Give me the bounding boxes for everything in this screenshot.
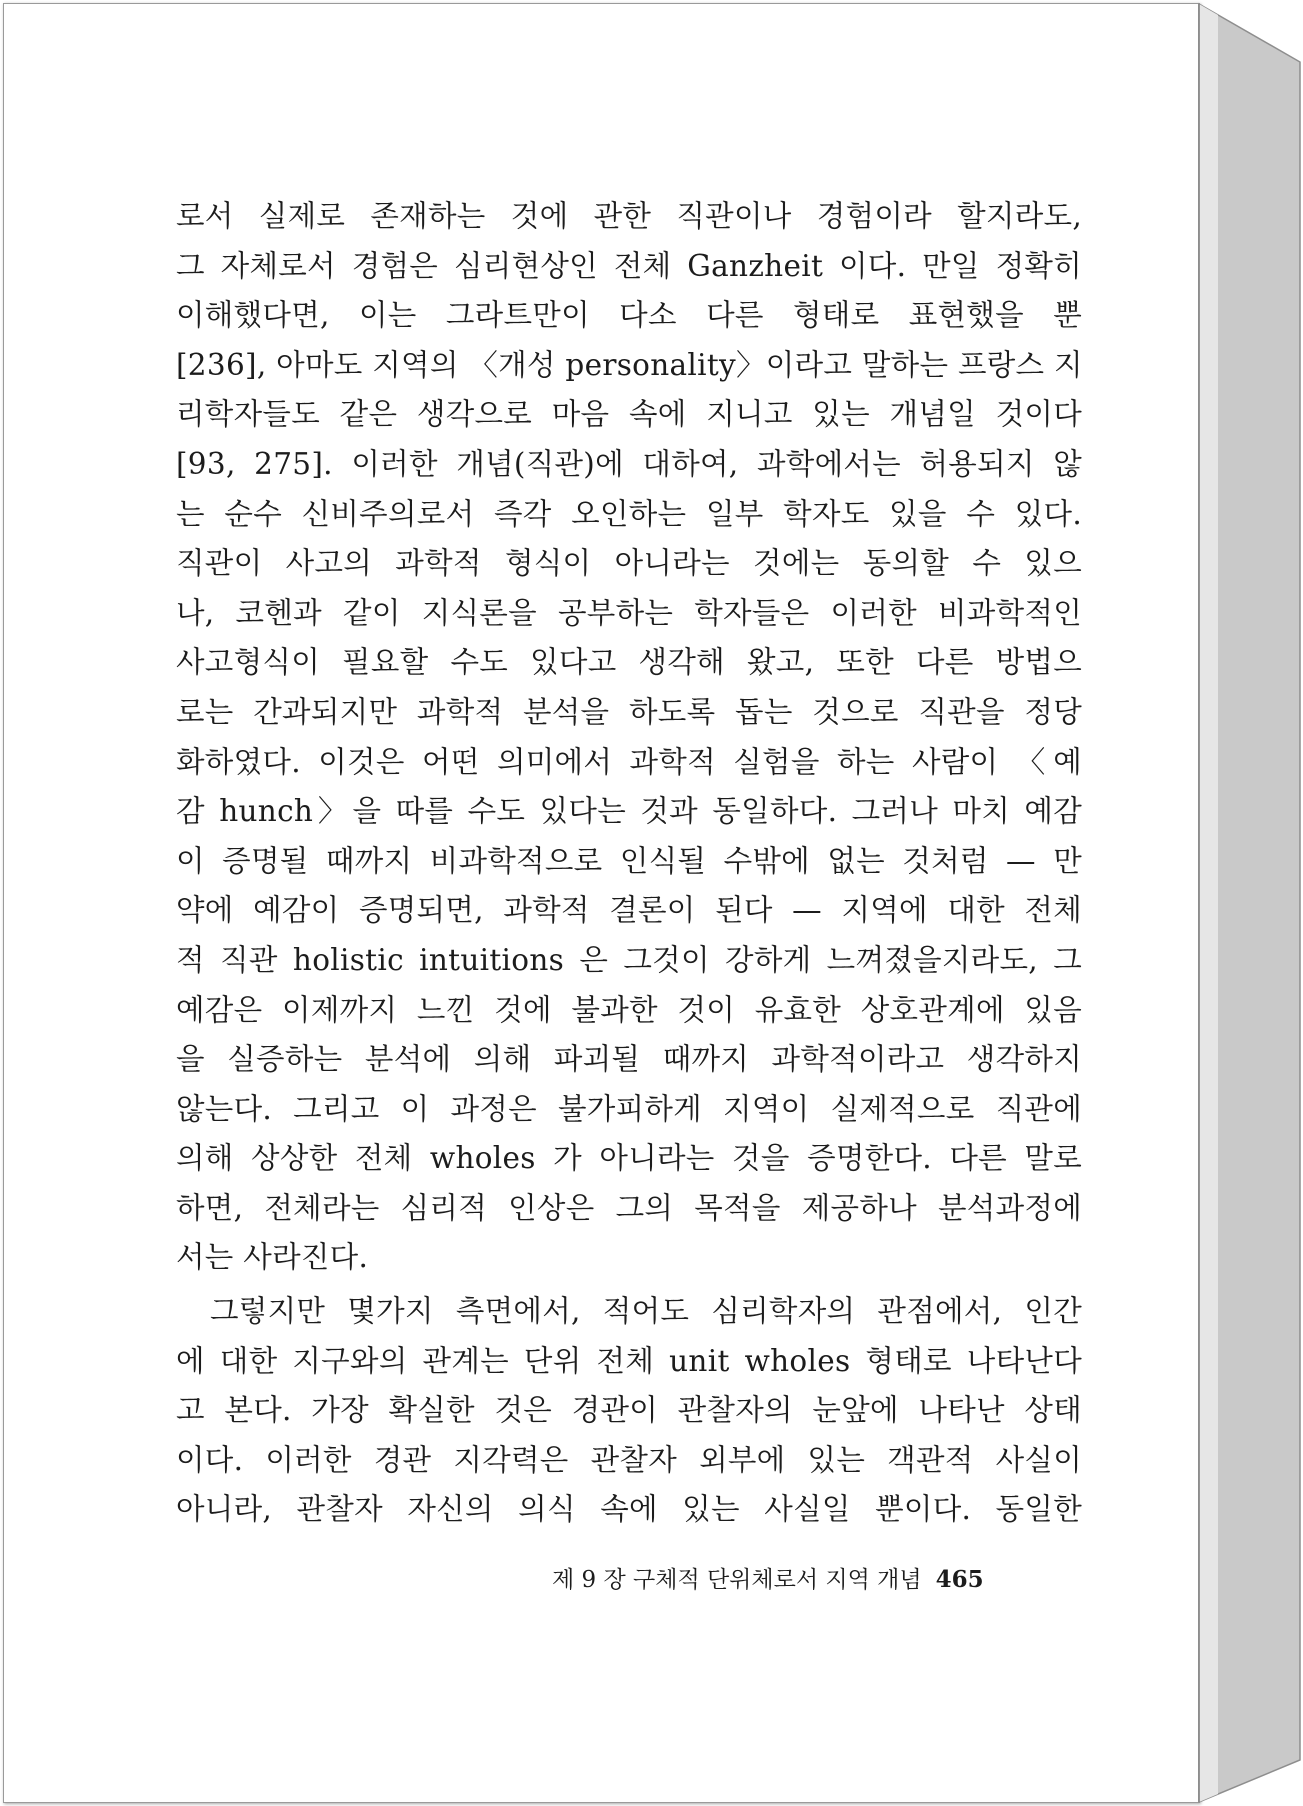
text-line: 아니라, 관찰자 자신의 의식 속에 있는 사실일 뿐이다. 동일한 xyxy=(176,1492,1082,1527)
text-line: 그렇지만 몇가지 측면에서, 적어도 심리학자의 관점에서, 인간 xyxy=(210,1294,1082,1329)
text-line: 감 hunch〉을 따를 수도 있다는 것과 동일하다. 그러나 마치 예감 xyxy=(176,794,1082,829)
page-number: 465 xyxy=(935,1566,984,1593)
running-footer xyxy=(552,1561,1052,1594)
text-line: 로는 간과되지만 과학적 분석을 하도록 돕는 것으로 직관을 정당 xyxy=(176,694,1082,729)
body-text xyxy=(176,192,1082,1535)
text-line: 의해 상상한 전체 wholes 가 아니라는 것을 증명한다. 다른 말로 xyxy=(176,1141,1082,1176)
text-line: 화하였다. 이것은 어떤 의미에서 과학적 실험을 하는 사람이 〈예 xyxy=(176,744,1082,779)
text-line: 예감은 이제까지 느낀 것에 불과한 것이 유효한 상호관계에 있음 xyxy=(176,992,1082,1027)
text-line: 나, 코헨과 같이 지식론을 공부하는 학자들은 이러한 비과학적인 xyxy=(176,595,1082,630)
text-line: 그 자체로서 경험은 심리현상인 전체 Ganzheit 이다. 만일 정확히 xyxy=(176,248,1082,283)
book-page xyxy=(3,3,1200,1803)
text-line: 로서 실제로 존재하는 것에 관한 직관이나 경험이라 할지라도, xyxy=(176,199,1082,233)
chapter-title: 제 9 장 구체적 단위체로서 지역 개념 xyxy=(552,1567,922,1593)
text-line: 이 증명될 때까지 비과학적으로 인식될 수밖에 없는 것처럼 — 만 xyxy=(176,843,1082,878)
text-line: [236], 아마도 지역의 〈개성 personality〉이라고 말하는 프랑스 지 xyxy=(176,347,1083,382)
text-line: 사고형식이 필요할 수도 있다고 생각해 왔고, 또한 다른 방법으 xyxy=(176,645,1082,680)
text-line: 적 직관 holistic intuitions 은 그것이 강하게 느껴졌을지라도, 그 xyxy=(176,942,1082,977)
text-line: 않는다. 그리고 이 과정은 불가피하게 지역이 실제적으로 직관에 xyxy=(176,1091,1082,1126)
text-line: [93, 275]. 이러한 개념(직관)에 대하여, 과학에서는 허용되지 않 xyxy=(176,446,1082,481)
text-line: 고 본다. 가장 확실한 것은 경관이 관찰자의 눈앞에 나타난 상태 xyxy=(176,1393,1082,1428)
text-line: 약에 예감이 증명되면, 과학적 결론이 된다 — 지역에 대한 전체 xyxy=(176,893,1082,928)
book-edge-highlight xyxy=(1199,4,1218,1802)
text-line: 이해했다면, 이는 그라트만이 다소 다른 형태로 표현했을 뿐 xyxy=(176,298,1082,333)
book-edge-side xyxy=(1199,4,1300,1802)
text-line: 서는 사라진다. xyxy=(176,1240,369,1275)
text-line: 는 순수 신비주의로서 즉각 오인하는 일부 학자도 있을 수 있다. xyxy=(176,496,1082,531)
text-line: 리학자들도 같은 생각으로 마음 속에 지니고 있는 개념일 것이다 xyxy=(176,397,1082,432)
text-line: 직관이 사고의 과학적 형식이 아니라는 것에는 동의할 수 있으 xyxy=(176,546,1082,581)
text-line: 에 대한 지구와의 관계는 단위 전체 unit wholes 형태로 나타난다 xyxy=(176,1343,1082,1378)
text-line: 하면, 전체라는 심리적 인상은 그의 목적을 제공하나 분석과정에 xyxy=(176,1190,1082,1225)
text-line: 이다. 이러한 경관 지각력은 관찰자 외부에 있는 객관적 사실이 xyxy=(176,1442,1082,1477)
text-line: 을 실증하는 분석에 의해 파괴될 때까지 과학적이라고 생각하지 xyxy=(176,1042,1082,1077)
